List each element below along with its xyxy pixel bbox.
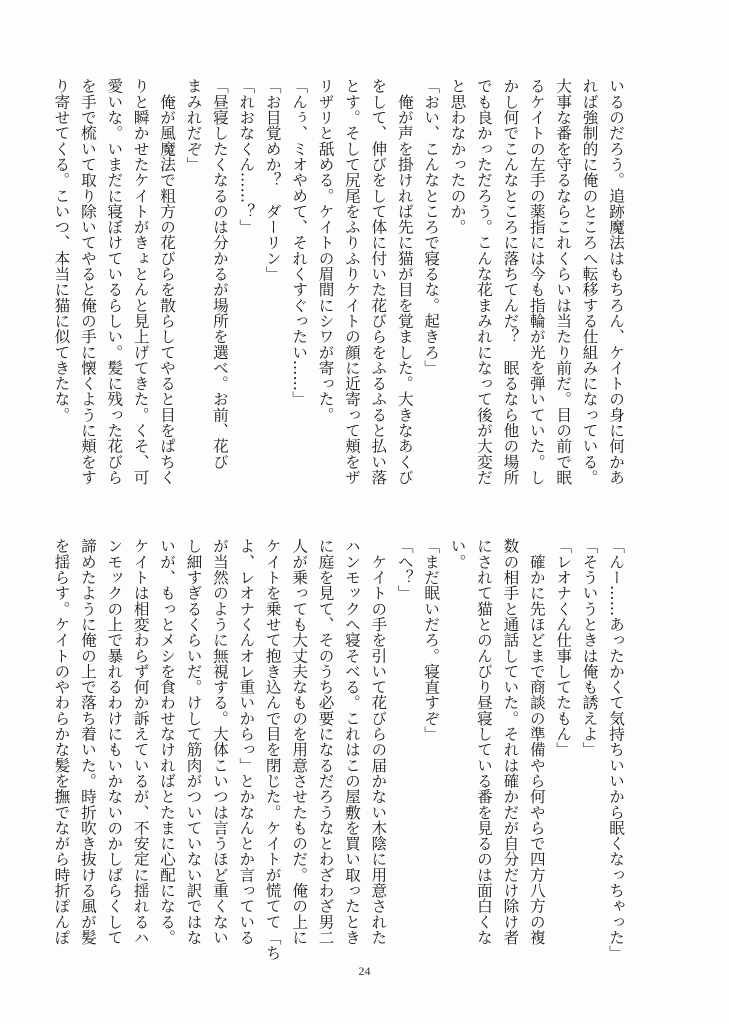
text-line: リザリと舐める。ケイトの眉間にシワが寄った。 (316, 78, 335, 423)
text-line: を手で梳いて取り除いてやると俺の手に懐くように頬をす (78, 78, 97, 485)
text-line: 「へ？」 (395, 538, 414, 601)
text-line: 「んー……あったかくて気持ちいいから眠くなっちゃった」 (607, 538, 625, 961)
text-line: ケイトは相変わらず何か訴えているが、不安定に揺れるハ (131, 538, 150, 945)
text-line: 確かに先ほどまで商談の準備やら何やらで四方八方の複 (527, 538, 546, 945)
text-line: が当然のように無視する。大体こいつは言うほど重くない (210, 538, 229, 945)
text-line: をして、伸びをして体に付いた花びらをふるふると払い落 (369, 78, 388, 485)
text-line: かし何でこんなところに落ちてんだ？ 眠るなら他の場所 (501, 78, 520, 485)
text-line: とす。そして尻尾をふりふりケイトの顔に近寄って頬をザ (342, 78, 361, 485)
text-line: 「昼寝したくなるのは分かるが場所を選べ。お前、花び (210, 78, 229, 470)
text-line: 人が乗っても大丈夫なものを用意させたものだ。俺の上に (290, 538, 309, 945)
text-line: 「れおなくん……？」 (237, 78, 256, 235)
text-line: ンモックの上で暴れるわけにもいかないのかしばらくして (105, 538, 124, 945)
text-line: ハンモックへ寝そべる。これはこの屋敷を買い取ったとき (342, 538, 361, 945)
text-line: りと瞬かせたケイトがきょとんと見上げてきた。くそ、可 (131, 78, 150, 485)
text-line: 「おい、こんなところで寝るな。起きろ」 (422, 78, 441, 376)
text-line: 愛いな。いまだに寝ぼけているらしい。髪に残った花びら (105, 78, 124, 485)
text-block-lower (48, 538, 629, 961)
text-line: 「お目覚めか？ ダーリン」 (263, 78, 282, 282)
text-line: 俺が声を掛ければ先に猫が目を覚ました。大きなあくび (395, 78, 414, 485)
text-line: と思わなかったのか。 (448, 78, 467, 235)
text-line: 数の相手と通話していた。それは確かだが自分だけ除け者 (501, 538, 520, 945)
text-line: 大事な番を守るならこれくらいは当たり前だ。目の前で眠 (554, 78, 573, 485)
text-line: り寄せてくる。こいつ、本当に猫に似てきたな。 (52, 78, 71, 423)
text-line: よ、レオナくんオレ重いからっ」とかなんとか言っている (237, 538, 256, 945)
text-line: 「そういうときは俺も誘えよ」 (580, 538, 599, 758)
text-line: まみれだぞ」 (184, 78, 203, 172)
text-line: い。 (448, 538, 467, 570)
text-line: 「んぅ、ミオやめて、それくすぐったい……」 (290, 78, 309, 407)
text-line: 「レオナくん仕事してたもん」 (554, 538, 573, 758)
text-line: ケイトを乗せて抱き込んで目を閉じた。ケイトが慌てて「ち (263, 538, 282, 961)
text-line: 俺が風魔法で粗方の花びらを散らしてやると目をぱちく (158, 78, 177, 485)
text-line: でも良かっただろう。こんな花まみれになって後が大変だ (474, 78, 493, 485)
text-line: れば強制的に俺のところへ転移する仕組みになっている。 (580, 78, 599, 485)
text-line: にされて猫とのんびり昼寝している番を見るのは面白くな (474, 538, 493, 945)
text-block-upper (48, 78, 629, 498)
text-line: いが、もっとメシを食わせなければとたまに心配になる。 (158, 538, 177, 945)
page-number: 24 (358, 964, 371, 978)
text-line: いるのだろう。追跡魔法はもちろん、ケイトの身に何かあ (607, 78, 625, 485)
text-line: を揺らす。ケイトのやわらかな髪を撫でながら時折ぽんぽ (52, 538, 71, 945)
text-line: し細すぎるくらいだ。けして筋肉がついていない訳ではな (184, 538, 203, 945)
text-line: ケイトの手を引いて花びらの届かない木陰に用意された (369, 538, 388, 945)
text-line: るケイトの左手の薬指には今も指輪が光を弾いていた。し (527, 78, 546, 485)
text-line: に庭を見て、そのうち必要になるだろうなとわざわざ男二 (316, 538, 335, 945)
text-line: 諦めたように俺の上で落ち着いた。時折吹き抜ける風が髪 (78, 538, 97, 945)
text-line: 「まだ眠いだろ。寝直すぞ」 (422, 538, 441, 742)
